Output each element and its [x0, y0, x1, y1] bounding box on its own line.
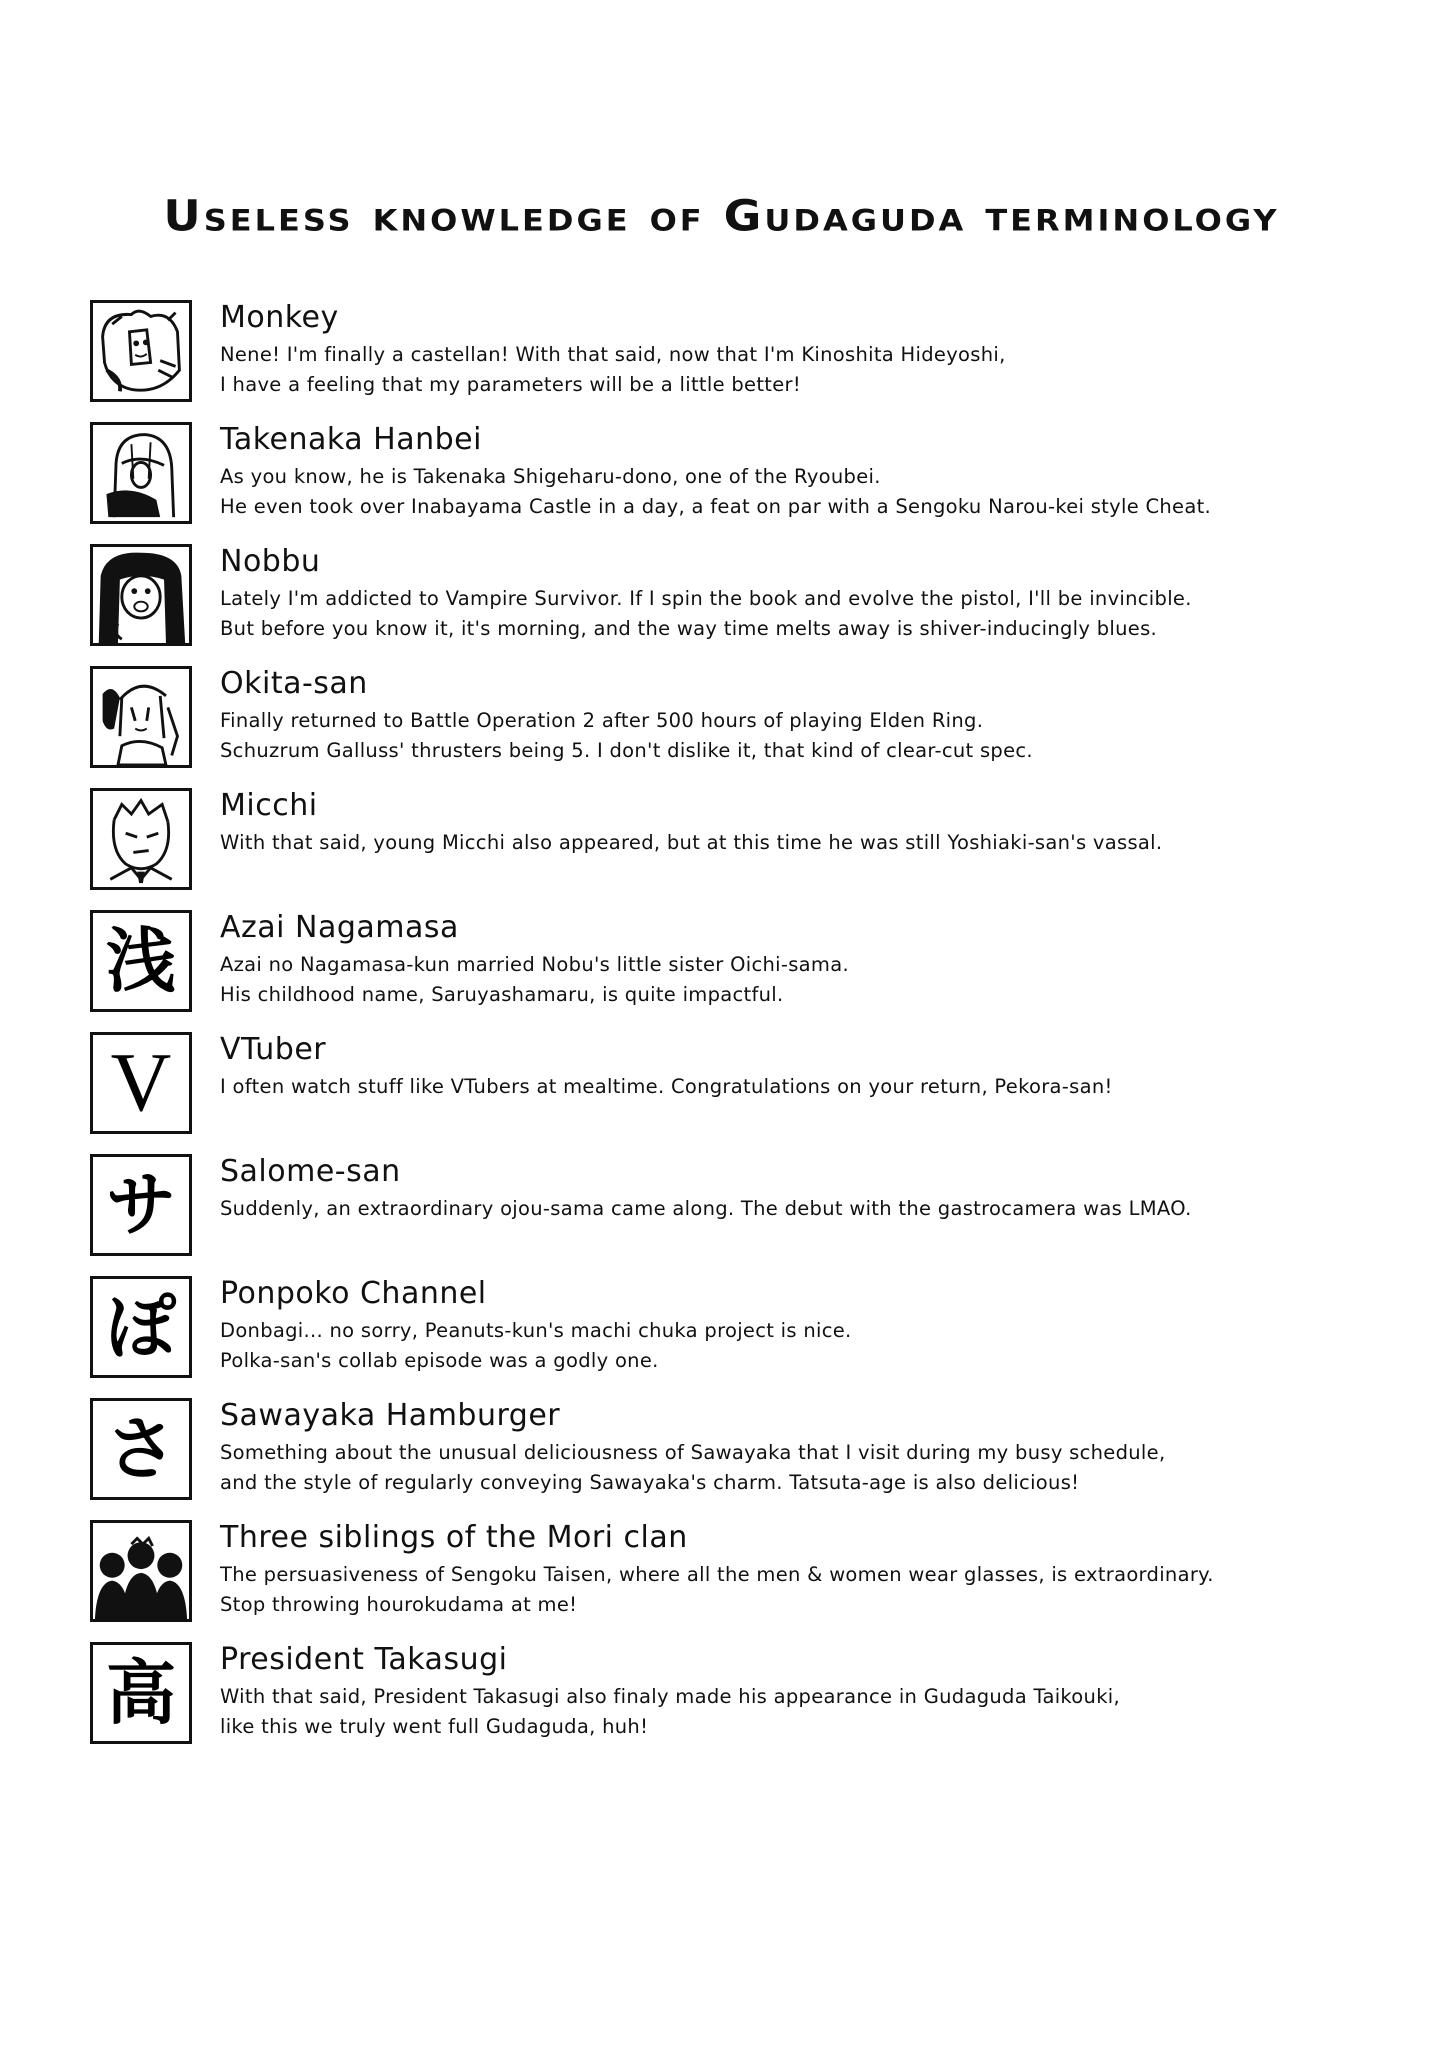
- monkey-portrait-icon: [90, 300, 192, 402]
- term-description: Nene! I'm finally a castellan! With that said, now that I'm Kinoshita Hideyoshi, I have a feeling that my parameters will be a little better!: [220, 343, 1006, 396]
- term-description: Something about the unusual deliciousness of Sawayaka that I visit during my busy schedule, and the style of regularly conveying Sawayaka's charm. Tatsuta-age is also delicious!: [220, 1441, 1166, 1494]
- term-description: Suddenly, an extraordinary ojou-sama came along. The debut with the gastrocamera was LMAO.: [220, 1197, 1192, 1220]
- term-title: Monkey: [220, 300, 339, 335]
- entry-azai-nagamasa: [88, 908, 1368, 1030]
- term-title: VTuber: [220, 1032, 327, 1067]
- term-title: Micchi: [220, 788, 318, 823]
- page-title: Useless knowledge of Gudaguda terminology: [163, 190, 1280, 241]
- term-title: Ponpoko Channel: [220, 1276, 487, 1311]
- term-description: Lately I'm addicted to Vampire Survivor. If I spin the book and evolve the pistol, I'll be invincible. But before you know it, it's morning, and the way time melts away is shiver-inducingly blues.: [220, 587, 1192, 640]
- term-title: Salome-san: [220, 1154, 401, 1189]
- kanji-asa-icon: [90, 910, 192, 1012]
- term-title: Takenaka Hanbei: [220, 422, 482, 457]
- term-description: With that said, President Takasugi also finaly made his appearance in Gudaguda Taikouki, like this we truly went full Gudaguda, huh!: [220, 1685, 1121, 1738]
- term-title: Three siblings of the Mori clan: [220, 1520, 688, 1555]
- term-title: Okita-san: [220, 666, 368, 701]
- terminology-list: [88, 298, 1368, 1762]
- term-title: President Takasugi: [220, 1642, 508, 1677]
- katakana-sa-icon: [90, 1154, 192, 1256]
- entry-nobbu: [88, 542, 1368, 664]
- okita-portrait-icon: [90, 666, 192, 768]
- entry-vtuber: [88, 1030, 1368, 1152]
- term-title: Sawayaka Hamburger: [220, 1398, 561, 1433]
- three-silhouettes-icon: [90, 1520, 192, 1622]
- term-description: Donbagi... no sorry, Peanuts-kun's machi chuka project is nice. Polka-san's collab episode was a godly one.: [220, 1319, 852, 1372]
- hanbei-portrait-icon: [90, 422, 192, 524]
- entry-sawayaka-hamburger: [88, 1396, 1368, 1518]
- term-description: Finally returned to Battle Operation 2 after 500 hours of playing Elden Ring. Schuzrum Galluss' thrusters being 5. I don't dislike it, that kind of clear-cut spec.: [220, 709, 1033, 762]
- icon-glyph: サ: [106, 1163, 176, 1246]
- entry-okita-san: [88, 664, 1368, 786]
- term-description: I often watch stuff like VTubers at mealtime. Congratulations on your return, Pekora-san!: [220, 1075, 1113, 1098]
- term-title: Nobbu: [220, 544, 321, 579]
- term-description: As you know, he is Takenaka Shigeharu-dono, one of the Ryoubei. He even took over Inabayama Castle in a day, a feat on par with a Sengoku Narou-kei style Cheat.: [220, 465, 1212, 518]
- hiragana-sa-icon: [90, 1398, 192, 1500]
- term-title: Azai Nagamasa: [220, 910, 459, 945]
- icon-glyph: さ: [106, 1407, 176, 1490]
- icon-glyph: 高: [106, 1651, 176, 1734]
- term-description: The persuasiveness of Sengoku Taisen, where all the men & women wear glasses, is extraordinary. Stop throwing hourokudama at me!: [220, 1563, 1214, 1616]
- entry-micchi: [88, 786, 1368, 908]
- entry-president-takasugi: [88, 1640, 1368, 1762]
- icon-glyph: ぽ: [106, 1285, 176, 1368]
- entry-mori-siblings: [88, 1518, 1368, 1640]
- term-description: Azai no Nagamasa-kun married Nobu's little sister Oichi-sama. His childhood name, Saruyashamaru, is quite impactful.: [220, 953, 849, 1006]
- term-description: With that said, young Micchi also appeared, but at this time he was still Yoshiaki-san's vassal.: [220, 831, 1163, 854]
- nobbu-portrait-icon: [90, 544, 192, 646]
- entry-takenaka-hanbei: [88, 420, 1368, 542]
- entry-salome-san: [88, 1152, 1368, 1274]
- micchi-portrait-icon: [90, 788, 192, 890]
- hiragana-po-icon: [90, 1276, 192, 1378]
- icon-glyph: 浅: [106, 919, 176, 1002]
- kanji-taka-icon: [90, 1642, 192, 1744]
- icon-glyph: V: [110, 1036, 172, 1129]
- letter-v-icon: [90, 1032, 192, 1134]
- entry-ponpoko-channel: [88, 1274, 1368, 1396]
- entry-monkey: [88, 298, 1368, 420]
